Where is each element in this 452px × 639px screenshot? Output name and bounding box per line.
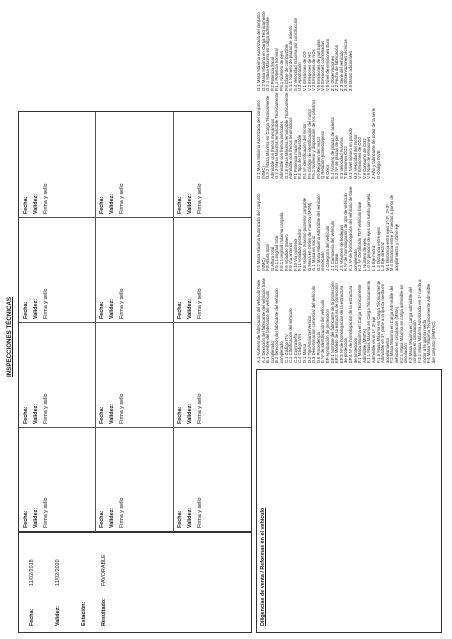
- code-line: vehículo en circulación (MMA): [394, 306, 399, 363]
- code-line: V.6 Emisiones combinadas: [320, 40, 326, 91]
- code-line: Q Relación potencia/peso: [320, 131, 326, 179]
- code-line: R Color: [325, 164, 330, 179]
- code-line: K.1 Nº de homologación del vehículo de base: [348, 186, 353, 271]
- code-line: del conjunto (MMTAC): [430, 321, 436, 363]
- code-line: de protección: [343, 337, 349, 363]
- code-line: P.2 Potencia fiscal: [269, 57, 275, 91]
- codes-column-3: [256, 89, 440, 179]
- code-line: Admisible con frenos mecánicos: [269, 118, 275, 179]
- inspecciones-title: INSPECCIONES TÉCNICAS: [6, 296, 13, 377]
- code-line: Z.2 Fecha de fabricación: [334, 44, 340, 91]
- code-line: D.6 Procedencia: [315, 332, 321, 363]
- code-line: T Emisiones CO2: [343, 146, 349, 179]
- code-line: F.3.1 Masa Máxima Autorizada en 1º rueda a: [417, 279, 422, 363]
- code-line: F.11 Voladizo posterior: [297, 228, 303, 271]
- code-line: EP.2 Modelo de la estructura de protección: [334, 283, 340, 363]
- code-line: O.2.2 Masa Máxima en Carga Técnicamente: [265, 95, 271, 179]
- diligencias-box: [256, 369, 442, 633]
- code-line: B.1 Nombre del fabricante del vehículo: [265, 290, 271, 363]
- code-line: F.3 Masa Máxima en carga admisible del: [407, 287, 413, 363]
- code-line: P.5.1 Número y disposición de los cilindros: [311, 99, 317, 179]
- diligencias-title: Diligencias de venta / Reformas en el vehículo: [260, 507, 266, 626]
- code-line: S.4 Velocidad máxima por construcción: [292, 17, 298, 91]
- code-line: Admisible (MMTA): [361, 328, 367, 363]
- code-line: G.2 Masa Máxima Admisible del vehículo: [315, 194, 321, 271]
- code-line: V.1 Emisiones de CO: [302, 51, 307, 91]
- code-line: EP.1 Nombre del fabricante de la protección: [329, 281, 335, 363]
- code-line: motor a la quinta rueda: [421, 319, 427, 363]
- code-line: O.2.3 Masa Máxima remolcable Técnicamente: [274, 92, 280, 179]
- code-line: O Código INVE: [375, 150, 381, 179]
- code-line: U.3 Aprobación: [297, 62, 303, 91]
- code-line: EP Aprobación de protección: [325, 309, 330, 363]
- code-line: F.9 Vía anterior: [288, 242, 294, 271]
- validez-label: Validez:: [55, 605, 61, 626]
- code-line: O.2 Masa Máxima en Carga Técnicamente: [260, 11, 266, 91]
- code-line: V.5 Emisiones de partículas: [315, 39, 321, 91]
- code-line: V.9 Nivel de emisiones: [366, 136, 372, 179]
- code-line: A.2 Dirección del fabricante del vehículo base: [260, 278, 266, 363]
- code-line: D.2 Tipo/Variante/Versión: [306, 315, 312, 363]
- code-line: P.5.1 Número de ejes: [279, 51, 284, 91]
- code-line: Admisible con frenos inerciales: [279, 121, 284, 179]
- code-line: M.4 Distancia entre 1º ruedas a punto de: [389, 194, 395, 271]
- code-line: P.6 Régimen del motor: [315, 136, 321, 179]
- resultado-label: Resultado:: [101, 598, 107, 626]
- code-line: Z.3 Serie del vehículo: [338, 50, 344, 91]
- code-line: C.2 Clasificación del vehículo: [288, 308, 294, 363]
- code-line: Admisible con frenos neumáticos: [288, 117, 294, 179]
- code-line: C.1 Código ITV: [283, 334, 289, 363]
- code-line: S.1 Número de plazas de asiento: [329, 117, 335, 179]
- code-line: U.1 Nivel sonoro en parado: [348, 128, 353, 179]
- code-line: Admisible en 1º, parte a la quinta rueda en: [380, 283, 386, 363]
- code-line: P.4 Nº identificación del motor: [302, 123, 307, 179]
- code-line: O.1 Masa Máxima Autorizada del conjunto: [256, 100, 261, 179]
- code-line: acoplamiento y último eje: [394, 223, 399, 271]
- code-line: F.2.1 Masa Máxima en carga admisible en: [398, 284, 404, 363]
- code-line: L.0 Nº posición de ejes con rueda gemela: [366, 193, 372, 271]
- code-line: remolcado: [320, 251, 326, 271]
- code-line: J.2 Clase: [334, 253, 340, 271]
- code-line: V.9 Nivel de emisiones Euro: [325, 38, 330, 91]
- resultado-value: FAVORABLE: [101, 554, 107, 586]
- code-line: C.4 Código VIN: [297, 333, 303, 363]
- code-line: Admisible en el 1º, 2º eje: [371, 316, 376, 363]
- code-line: (MMC): [260, 166, 266, 179]
- codes-column-1: [256, 273, 440, 363]
- code-line: P.1 Potencia máxima: [292, 139, 298, 179]
- code-line: G Altura total: [269, 246, 275, 271]
- code-line: Z.5 Datos adicionales: [348, 50, 353, 91]
- validez-value: 11/02/2020: [55, 559, 61, 586]
- code-line: F.1.5 Masa Máxima en Carga Técnicamente: [375, 280, 381, 363]
- code-line: E Nº de identificación del vehículo: [320, 299, 326, 363]
- code-line: V.8 Consumo de CO2: [361, 138, 367, 179]
- code-line: O.2.5 Masa Máxima remolcable Técnicamente: [283, 92, 289, 179]
- code-line: F.9 Voladizo trasero: [283, 234, 289, 271]
- code-line: acoplamiento: [384, 338, 390, 363]
- code-line: O.1 Masa Máxima Autorizada del conjunto: [256, 12, 261, 91]
- code-line: F.2 Masa Máxima en Carga Admisible del: [389, 285, 395, 363]
- code-line: (MMC): [260, 258, 266, 271]
- fecha-value: 11/02/2018: [29, 559, 35, 586]
- code-line: F.5 Masa Máxima Autorizada del conjunto: [256, 193, 261, 271]
- code-line: L.2 Distancia entre ejes: [375, 227, 381, 271]
- code-line: completado: [269, 341, 275, 363]
- code-line: D.1 Marca: [302, 343, 307, 363]
- codes-column-2: [256, 181, 440, 271]
- code-line: F.8.1 Longitud máxima cargada: [279, 212, 284, 271]
- code-line: J.1 Carrocería del vehículo: [329, 220, 335, 271]
- code-line: V.3 Emisiones de NOx: [311, 49, 317, 91]
- code-line: G Masa en Orden de marcha (MOM): [306, 202, 312, 271]
- code-line: K.2 Nº Certificado TDT vehículo base: [357, 201, 363, 271]
- code-line: A.1 Número de fabricación del vehículo base: [256, 279, 261, 363]
- code-line: O.2.1 Masa Máxima en carga admisible: [265, 17, 271, 91]
- code-line: F.9.1 Longitud total: [274, 235, 280, 271]
- code-line: P.5 Código de identificación del motor: [306, 109, 312, 179]
- code-line: de protección: [352, 337, 358, 363]
- code-line: F.8 Voladizo máximo posterior cargable: [302, 197, 307, 271]
- code-line: S.2 Nº de plazas de pie: [334, 135, 340, 179]
- code-line: F.1.1 Masa Máxima en Carga Técnicamente: [366, 280, 372, 363]
- code-line: P.8 Clase de combustible: [283, 44, 289, 91]
- code-line: completado: [279, 341, 284, 363]
- code-line: EP.3 Nº de homologación de la estructura: [338, 285, 344, 363]
- code-line: F.4 Masa Máxima Técnicamente Admisible: [426, 283, 432, 363]
- code-line: F.1 Masa Máxima en Carga Técnicamente: [357, 284, 363, 363]
- codes-column-4: [256, 1, 440, 91]
- code-line: completado: [352, 249, 358, 271]
- code-line: F.8 Altura total: [265, 244, 271, 271]
- code-line: V.7 Emisiones de CO2: [357, 137, 363, 179]
- code-line: Z Año y fabricante de rodar de la serie: [371, 108, 376, 179]
- code-line: Z.4 Observaciones técnicas: [343, 39, 349, 91]
- code-line: S.1.1 Número de plazas de asiento: [288, 25, 294, 91]
- inspection-grid: Fecha: Validez: Firma y sello Fecha: Validez: Firma y sello Fecha: Validez: Firma y sello Fecha: Validez: Firma y sello Fecha: Validez: Firma y sello Fecha: Validez: Firma y sello Fecha: Validez: Firma y sello Fecha: Validez: Firma y sello Fecha: Validez: Firma y sello Fecha: Validez: Firma y sello Fecha: Validez: Firma y sello Fecha: Validez: Firma y sello: [18, 111, 252, 533]
- code-line: D.3 Denominación comercial del vehículo: [311, 285, 317, 363]
- code-line: P.1.1 Potencia nominal: [274, 48, 280, 91]
- code-line: EP.4 Nº de homologación de la estructura: [348, 285, 353, 363]
- code-line: P.3 Tipo de combustible: [297, 134, 303, 179]
- code-line: L.1 Eje motriz: [371, 245, 376, 271]
- estacion-label: Estación:: [81, 601, 87, 626]
- code-line: V.2 Emisiones de HC: [306, 51, 312, 91]
- code-line: conjunto en circulación: [412, 320, 418, 363]
- code-line: K Nº de homologación de tipo de vehículo: [343, 193, 349, 271]
- code-line: B.2 Dirección del fabricante del vehículo: [274, 288, 280, 363]
- code-line: F.10 Vía posterior: [292, 238, 298, 271]
- fecha-label: Fecha:: [29, 608, 35, 626]
- code-line: J Categoría del vehículo: [325, 225, 330, 271]
- code-line: G.1 Masa en vacío: [311, 235, 317, 271]
- code-line: L.3 Eje directriz: [380, 242, 386, 271]
- code-line: C.3 Contraseña: [292, 333, 298, 363]
- code-line: S.3 Velocidad máxima: [338, 137, 344, 179]
- code-line: U.2 Velocidad del motor: [352, 134, 358, 179]
- code-line: M.1 Distancia entre ejes 1º-2º, 2º-3º: [384, 204, 390, 271]
- code-line: Z.1 Observaciones: [329, 55, 335, 91]
- first-inspection-box: [18, 531, 252, 633]
- code-line: J.3 Volumen de bodegas: [338, 224, 344, 271]
- code-line: L Número de ejes: [361, 238, 367, 271]
- code-line: circulación: [403, 343, 409, 363]
